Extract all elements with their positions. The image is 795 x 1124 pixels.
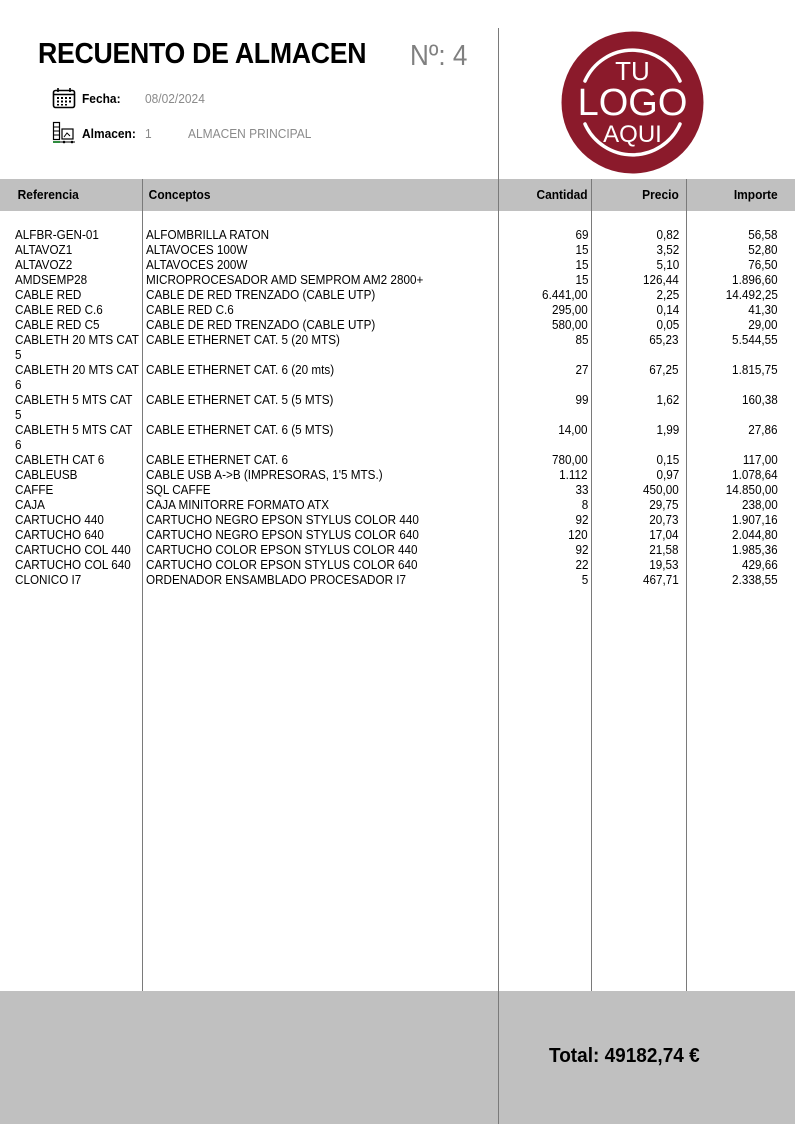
price-cell: 67,25: [649, 362, 679, 377]
concept-cell: CARTUCHO NEGRO EPSON STYLUS COLOR 640: [146, 527, 419, 542]
amount-cell: 76,50: [748, 257, 778, 272]
table-row: [0, 227, 795, 242]
table-row: [0, 242, 795, 257]
amount-cell: 27,86: [748, 422, 778, 437]
quantity-cell: 15: [574, 257, 588, 272]
price-cell: 0,05: [656, 317, 679, 332]
table-row: [0, 332, 795, 362]
fecha-row: [52, 86, 205, 110]
column-header-conceptos: Conceptos: [148, 187, 211, 202]
amount-cell: 29,00: [748, 317, 778, 332]
concept-cell: CARTUCHO COLOR EPSON STYLUS COLOR 640: [146, 557, 418, 572]
table-row: [0, 542, 795, 557]
price-cell: 1,99: [656, 422, 679, 437]
reference-cell: CLONICO I7: [15, 572, 82, 587]
logo-line2: LOGO: [577, 82, 688, 124]
price-cell: 17,04: [649, 527, 679, 542]
amount-cell: 1.907,16: [732, 512, 778, 527]
reference-cell: CABLETH 5 MTS CAT 6: [15, 422, 133, 452]
quantity-cell: 69: [574, 227, 588, 242]
reference-cell: CABLETH 20 MTS CAT 5: [15, 332, 139, 362]
document-title: RECUENTO DE ALMACEN: [38, 38, 367, 70]
reference-cell: ALFBR-GEN-01: [15, 227, 99, 242]
quantity-cell: 295,00: [552, 302, 588, 317]
price-cell: 19,53: [649, 557, 679, 572]
quantity-cell: 8: [581, 497, 588, 512]
price-cell: 0,82: [656, 227, 679, 242]
table-header: [0, 179, 795, 211]
quantity-cell: 15: [574, 242, 588, 257]
concept-cell: MICROPROCESADOR AMD SEMPROM AM2 2800+: [146, 272, 424, 287]
reference-cell: CABLE RED: [15, 287, 82, 302]
reference-cell: CARTUCHO 640: [15, 527, 104, 542]
quantity-cell: 92: [574, 512, 588, 527]
concept-cell: CARTUCHO NEGRO EPSON STYLUS COLOR 440: [146, 512, 419, 527]
table-row: [0, 287, 795, 302]
table-body: [0, 227, 795, 587]
table-row: [0, 257, 795, 272]
quantity-cell: 85: [574, 332, 588, 347]
reference-cell: CABLE RED C5: [15, 317, 100, 332]
amount-cell: 5.544,55: [732, 332, 778, 347]
reference-cell: CARTUCHO 440: [15, 512, 104, 527]
almacen-row: [52, 121, 312, 145]
amount-cell: 52,80: [748, 242, 778, 257]
amount-cell: 160,38: [742, 392, 778, 407]
concept-cell: CARTUCHO COLOR EPSON STYLUS COLOR 440: [146, 542, 418, 557]
fecha-label: Fecha:: [82, 90, 121, 106]
reference-cell: AMDSEMP28: [15, 272, 88, 287]
calendar-icon: [52, 87, 76, 109]
quantity-cell: 92: [574, 542, 588, 557]
table-row: [0, 482, 795, 497]
reference-cell: CARTUCHO COL 440: [15, 542, 131, 557]
amount-cell: 2.338,55: [732, 572, 778, 587]
concept-cell: ALTAVOCES 200W: [146, 257, 248, 272]
price-cell: 29,75: [649, 497, 679, 512]
table-row: [0, 272, 795, 287]
warehouse-icon: [52, 121, 76, 145]
quantity-cell: 1.112: [559, 467, 588, 482]
document-number: Nº: 4: [410, 40, 468, 72]
amount-cell: 1.078,64: [732, 467, 778, 482]
table-row: [0, 467, 795, 482]
amount-cell: 1.815,75: [732, 362, 778, 377]
amount-cell: 41,30: [748, 302, 778, 317]
reference-cell: CARTUCHO COL 640: [15, 557, 131, 572]
quantity-cell: 6.441,00: [542, 287, 588, 302]
amount-cell: 14.850,00: [725, 482, 778, 497]
concept-cell: ORDENADOR ENSAMBLADO PROCESADOR I7: [146, 572, 407, 587]
reference-cell: ALTAVOZ1: [15, 242, 73, 257]
amount-cell: 429,66: [742, 557, 778, 572]
column-header-precio: Precio: [642, 187, 679, 202]
price-cell: 2,25: [656, 287, 679, 302]
column-header-referencia: Referencia: [17, 187, 79, 202]
price-cell: 20,73: [649, 512, 679, 527]
concept-cell: CABLE DE RED TRENZADO (CABLE UTP): [146, 317, 376, 332]
reference-cell: CAFFE: [15, 482, 54, 497]
logo-line3: AQUI: [603, 121, 662, 148]
quantity-cell: 120: [568, 527, 588, 542]
concept-cell: CABLE USB A->B (IMPRESORAS, 1'5 MTS.): [146, 467, 383, 482]
logo-line1: TU: [615, 56, 650, 86]
table-row: [0, 302, 795, 317]
concept-cell: CABLE ETHERNET CAT. 6 (20 mts): [146, 362, 335, 377]
table-row: [0, 422, 795, 452]
total-amount: Total: 49182,74 €: [549, 1045, 700, 1067]
quantity-cell: 580,00: [552, 317, 588, 332]
amount-cell: 56,58: [748, 227, 778, 242]
concept-cell: SQL CAFFE: [146, 482, 211, 497]
quantity-cell: 15: [574, 272, 588, 287]
amount-cell: 117,00: [743, 452, 778, 467]
quantity-cell: 14,00: [558, 422, 588, 437]
almacen-label: Almacen:: [82, 125, 136, 141]
price-cell: 450,00: [643, 482, 679, 497]
reference-cell: CABLETH 5 MTS CAT 5: [15, 392, 133, 422]
quantity-cell: 33: [574, 482, 588, 497]
quantity-cell: 5: [581, 572, 588, 587]
price-cell: 5,10: [656, 257, 679, 272]
quantity-cell: 27: [574, 362, 588, 377]
reference-cell: CAJA: [15, 497, 45, 512]
amount-cell: 1.985,36: [732, 542, 778, 557]
price-cell: 0,97: [656, 467, 679, 482]
price-cell: 467,71: [643, 572, 679, 587]
price-cell: 21,58: [649, 542, 679, 557]
column-header-importe: Importe: [734, 187, 778, 202]
almacen-name: ALMACEN PRINCIPAL: [188, 125, 312, 141]
concept-cell: CABLE ETHERNET CAT. 5 (20 MTS): [146, 332, 340, 347]
quantity-cell: 99: [574, 392, 588, 407]
table-row: [0, 527, 795, 542]
header-divider: [498, 28, 499, 179]
amount-cell: 2.044,80: [732, 527, 778, 542]
concept-cell: CABLE ETHERNET CAT. 6: [146, 452, 288, 467]
price-cell: 65,23: [649, 332, 679, 347]
almacen-code: 1: [145, 125, 152, 141]
amount-cell: 238,00: [742, 497, 778, 512]
price-cell: 126,44: [643, 272, 679, 287]
concept-cell: ALFOMBRILLA RATON: [146, 227, 270, 242]
amount-cell: 1.896,60: [732, 272, 778, 287]
concept-cell: CABLE ETHERNET CAT. 5 (5 MTS): [146, 392, 334, 407]
price-cell: 0,14: [656, 302, 679, 317]
concept-cell: CABLE ETHERNET CAT. 6 (5 MTS): [146, 422, 334, 437]
concept-cell: CAJA MINITORRE FORMATO ATX: [146, 497, 330, 512]
table-row: [0, 317, 795, 332]
table-row: [0, 512, 795, 527]
reference-cell: CABLETH CAT 6: [15, 452, 105, 467]
concept-cell: CABLE DE RED TRENZADO (CABLE UTP): [146, 287, 376, 302]
table-row: [0, 452, 795, 467]
company-logo: [561, 31, 704, 174]
price-cell: 0,15: [656, 452, 679, 467]
amount-cell: 14.492,25: [725, 287, 778, 302]
concept-cell: ALTAVOCES 100W: [146, 242, 248, 257]
quantity-cell: 780,00: [552, 452, 588, 467]
table-row: [0, 557, 795, 572]
table-row: [0, 572, 795, 587]
price-cell: 1,62: [656, 392, 679, 407]
concept-cell: CABLE RED C.6: [146, 302, 234, 317]
table-row: [0, 392, 795, 422]
fecha-value: 08/02/2024: [145, 90, 205, 106]
price-cell: 3,52: [656, 242, 679, 257]
reference-cell: CABLEUSB: [15, 467, 78, 482]
table-row: [0, 362, 795, 392]
reference-cell: CABLETH 20 MTS CAT 6: [15, 362, 139, 392]
column-header-cantidad: Cantidad: [536, 187, 588, 202]
reference-cell: CABLE RED C.6: [15, 302, 103, 317]
quantity-cell: 22: [574, 557, 588, 572]
table-row: [0, 497, 795, 512]
footer-divider: [498, 991, 499, 1124]
reference-cell: ALTAVOZ2: [15, 257, 73, 272]
